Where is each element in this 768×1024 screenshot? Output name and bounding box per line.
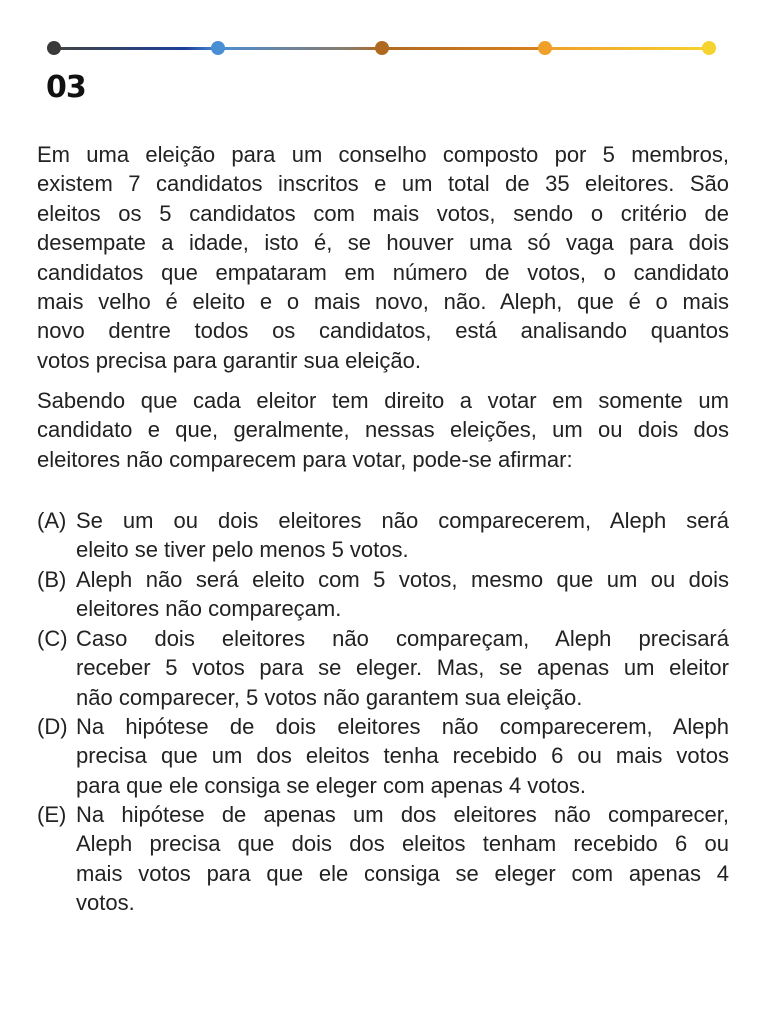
- text-line: eleitores não compareçam.: [76, 596, 342, 622]
- text-line: eleitos os 5 candidatos com mais votos, sendo o critério de: [37, 200, 729, 226]
- option-text: [76, 800, 729, 918]
- option-label: (A): [37, 508, 67, 533]
- option-label: (E): [37, 802, 67, 827]
- text-line: votos precisa para garantir sua eleição.: [37, 347, 421, 373]
- option-text: [76, 712, 729, 800]
- text-line: Se um ou dois eleitores não comparecerem, Aleph será: [76, 508, 729, 533]
- option-text: [76, 565, 729, 624]
- statement-paragraph-2: [37, 386, 729, 474]
- text-line: Sabendo que cada eleitor tem direito a votar em somente um: [37, 388, 729, 413]
- statement-paragraph-1: [37, 140, 729, 375]
- option-label: (D): [37, 714, 68, 739]
- text-line: para que ele consiga se eleger com apenas 4 votos.: [76, 772, 586, 798]
- text-line: Na hipótese de apenas um dos eleitores não comparecer,: [76, 802, 729, 827]
- text-line: eleitores não comparecem para votar, pode-se afirmar:: [37, 446, 573, 472]
- text-line: votos.: [76, 890, 135, 916]
- text-line: precisa que um dos eleitos tenha recebido 6 ou mais votos: [76, 743, 729, 769]
- option-text: [76, 506, 729, 565]
- text-line: Aleph não será eleito com 5 votos, mesmo que um ou dois: [76, 567, 729, 592]
- timeline-dot-2: [211, 41, 225, 55]
- option-e[interactable]: [37, 800, 729, 918]
- text-line: Na hipótese de dois eleitores não comparecerem, Aleph: [76, 714, 729, 739]
- text-line: Aleph precisa que dois dos eleitos tenham recebido 6 ou: [76, 831, 729, 857]
- text-line: candidato e que, geralmente, nessas eleições, um ou dois dos: [37, 417, 729, 443]
- text-line: mais velho é eleito e o mais novo, não. Aleph, que é o mais: [37, 289, 729, 315]
- timeline-dot-3: [375, 41, 389, 55]
- timeline-dot-1: [47, 41, 61, 55]
- text-line: receber 5 votos para se eleger. Mas, se apenas um eleitor: [76, 655, 729, 681]
- text-line: candidatos que empataram em número de votos, o candidato: [37, 259, 729, 285]
- timeline-dot-4: [538, 41, 552, 55]
- text-line: não comparecer, 5 votos não garantem sua eleição.: [76, 684, 583, 710]
- text-line: Em uma eleição para um conselho composto por 5 membros,: [37, 142, 729, 167]
- text-line: novo dentre todos os candidatos, está analisando quantos: [37, 318, 729, 344]
- option-text: [76, 624, 729, 712]
- text-line: desempate a idade, isto é, se houver uma só vaga para dois: [37, 230, 729, 256]
- text-line: mais votos para que ele consiga se eleger com apenas 4: [76, 860, 729, 886]
- text-line: eleito se tiver pelo menos 5 votos.: [76, 537, 409, 563]
- text-line: existem 7 candidatos inscritos e um total de 35 eleitores. São: [37, 171, 729, 197]
- option-a[interactable]: [37, 506, 729, 565]
- option-label: (B): [37, 567, 67, 592]
- option-d[interactable]: [37, 712, 729, 800]
- option-b[interactable]: [37, 565, 729, 624]
- timeline-dot-5: [702, 41, 716, 55]
- question-number: 03: [46, 70, 86, 105]
- text-line: Caso dois eleitores não compareçam, Aleph precisará: [76, 626, 729, 651]
- option-c[interactable]: [37, 624, 729, 712]
- option-label: (C): [37, 626, 68, 651]
